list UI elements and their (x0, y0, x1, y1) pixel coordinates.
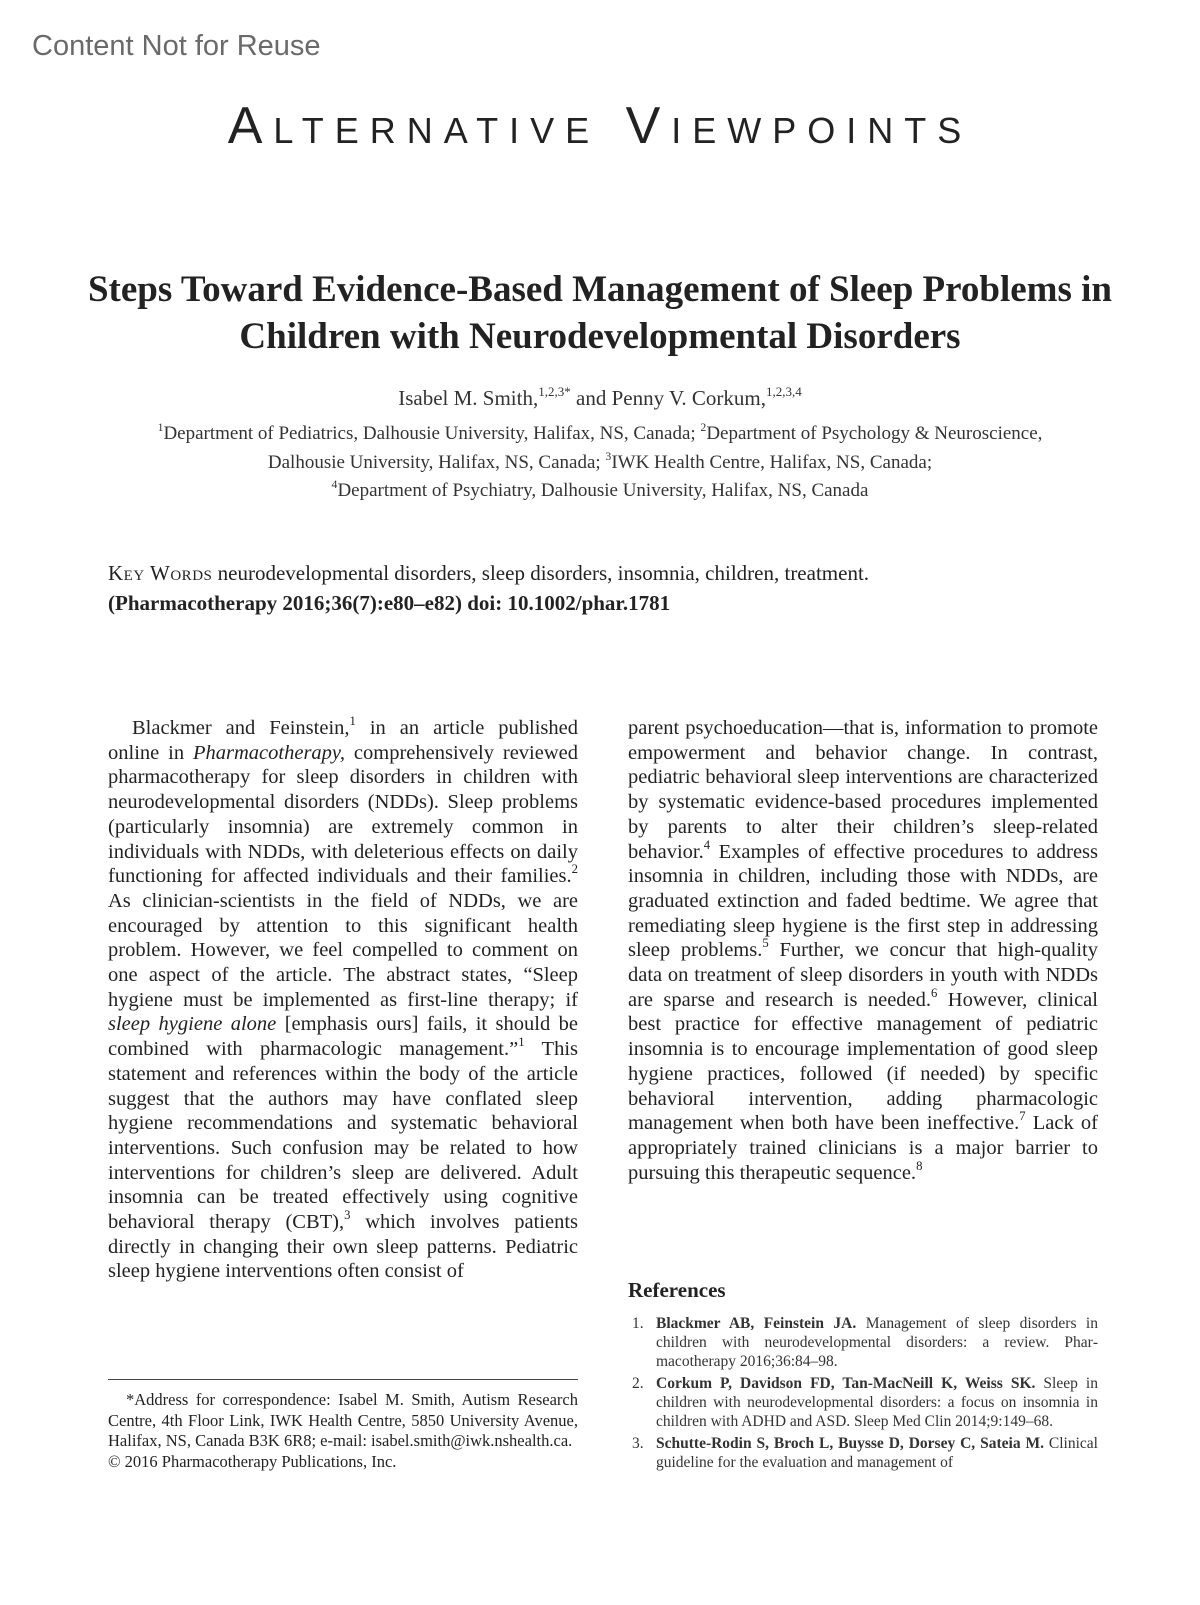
reference-marker: 8 (916, 1158, 923, 1173)
journal-name: Pharmacotherapy, (193, 741, 346, 764)
reference-marker: 1 (349, 714, 356, 729)
article-title: Steps Toward Evidence-Based Management of Sleep Problems in Children with Neurodevelopmental Disorders (87, 269, 1113, 357)
author-affiliation-marker: 1,2,3* (538, 383, 571, 399)
affiliation: Department of Pediatrics, Dalhousie University, Halifax, NS, Canada; (163, 423, 701, 444)
reference-number: 1. (632, 1315, 644, 1332)
body-paragraph: Blackmer and Feinstein,$^1$ in an article published online in Pharmacotherapy, comprehensively reviewed pharmacotherapy for sleep disorders in children with neurodevelopmental disorders (NDDs). Sleep problems (particularly insomnia) are extremely common in individuals with NDDs, with deleterious effects on daily functioning for affected individuals and their families.$^2$ As clinician-scientists in the field of NDDs, we are encouraged by attention to this significant health problem. However, we feel compelled to comment on one aspect of the article. The abstract states, “Sleep hygiene must be implemented as first-line therapy; if sleep hygiene alone [emphasis ours] fails, it should be combined with pharmacologic management.”$^1$ This statement and references within the body of the article suggest that the authors may have conflated sleep hygiene recommendations and systematic behavioral interventions. Such confusion may be related to how interventions for children’s sleep are delivered. Adult insomnia can be treated effectively using cognitive behavioral therapy (CBT),$^3$ which involves patients directly in changing their own sleep patterns. Pediatric sleep hygiene interventions often consist of (108, 714, 578, 1283)
reference-number: 2. (632, 1375, 644, 1392)
keywords-block (108, 558, 1108, 618)
affiliation-number: 3 (605, 449, 612, 463)
reference-marker: 6 (931, 985, 938, 1000)
watermark: Content Not for Reuse (32, 30, 321, 62)
affiliation: Department of Psychiatry, Dalhousie University, Halifax, NS, Canada (337, 480, 869, 501)
reference-text: Schutte-Rodin S, Broch L, Buysse D, Dorsey C, Sateia M. Clinical guideline for the evaluation and management of (656, 1435, 1098, 1471)
section-banner: Alternative Viewpoints (227, 97, 973, 155)
correspondence-address: *Address for correspondence: Isabel M. Smith, Autism Research Centre, 4th Floor Link, IWK Health Centre, 5850 University Avenue, Halifax, NS, Canada B3K 6R8; e-mail: isabel.smith@iwk.nshealth.ca. (108, 1390, 578, 1451)
body-column-left (108, 716, 578, 1284)
reference-marker: 2 (571, 862, 578, 877)
reference-item (628, 1434, 1098, 1472)
author-name: Penny V. Corkum, (611, 386, 766, 410)
reference-marker: 1 (518, 1035, 525, 1050)
body-column-right (628, 716, 1098, 1185)
keywords-label: Key Words (108, 561, 213, 585)
reference-marker: 5 (762, 936, 769, 951)
affiliation-number: 1 (157, 420, 164, 434)
author-name: Isabel M. Smith, (398, 386, 539, 410)
citation-doi: (Pharmacotherapy 2016;36(7):e80–e82) doi: 10.1002/phar.1781 (108, 591, 671, 615)
author-line (0, 383, 1200, 411)
correspondence-footnote (108, 1390, 578, 1473)
references-heading: References (628, 1278, 726, 1302)
affiliation: IWK Health Centre, Halifax, NS, Canada; (611, 451, 933, 473)
author-affiliation-marker: 1,2,3,4 (766, 383, 802, 399)
author-conjunction: and (570, 386, 612, 410)
reference-text: Corkum P, Davidson FD, Tan-MacNeill K, Weiss SK. Sleep in children with neurodevelopmental disorders: a focus on insomnia in children with ADHD and ASD. Sleep Med Clin 2014;9:149–68. (656, 1375, 1098, 1430)
keywords-list: neurodevelopmental disorders, sleep disorders, insomnia, children, treatment. (212, 561, 870, 585)
reference-number: 3. (632, 1435, 644, 1452)
affiliation: Department of Psychology & Neuroscience, Dalhousie University, Halifax, NS, Canada; (267, 423, 1043, 473)
copyright-notice: © 2016 Pharmacotherapy Publications, Inc. (108, 1452, 397, 1472)
reference-marker: 7 (1019, 1109, 1026, 1124)
emphasis: sleep hygiene alone (108, 1013, 277, 1036)
reference-item (628, 1314, 1098, 1371)
affiliations (150, 420, 1050, 506)
references-list (628, 1314, 1098, 1475)
affiliation-number: 4 (331, 477, 338, 491)
reference-text: Blackmer AB, Feinstein JA. Management of sleep disorders in children with neurodevelopmental disorders: a review. Pharmacotherapy 2016;36:84–98. (656, 1315, 1098, 1370)
body-paragraph: parent psychoeducation—that is, information to promote empowerment and behavior change. In contrast, pediatric behavioral sleep interventions are characterized by systematic evidence-based procedures implemented by parents to alter their children’s sleep-related behavior.$^4$ Examples of effective procedures to address insomnia in children, including those with NDDs, are graduated extinction and faded bedtime. We agree that remediating sleep hygiene is the first step in addressing sleep problems.$^5$ Further, we concur that high-quality data on treatment of sleep disorders in youth with NDDs are sparse and research is needed.$^6$ However, clinical best practice for effective management of pediatric insomnia is to encourage implementation of good sleep hygiene practices, followed (if needed) by specific behavioral intervention, adding pharmacologic management when both have been ineffective.$^7$ Lack of appropriately trained clinicians is a major barrier to pursuing this therapeutic sequence.$^8$ (628, 717, 1099, 1184)
reference-marker: 3 (344, 1208, 351, 1223)
footnote-divider (108, 1379, 578, 1380)
reference-marker: 4 (703, 837, 711, 852)
reference-item (628, 1374, 1098, 1431)
affiliation-number: 2 (700, 420, 707, 434)
